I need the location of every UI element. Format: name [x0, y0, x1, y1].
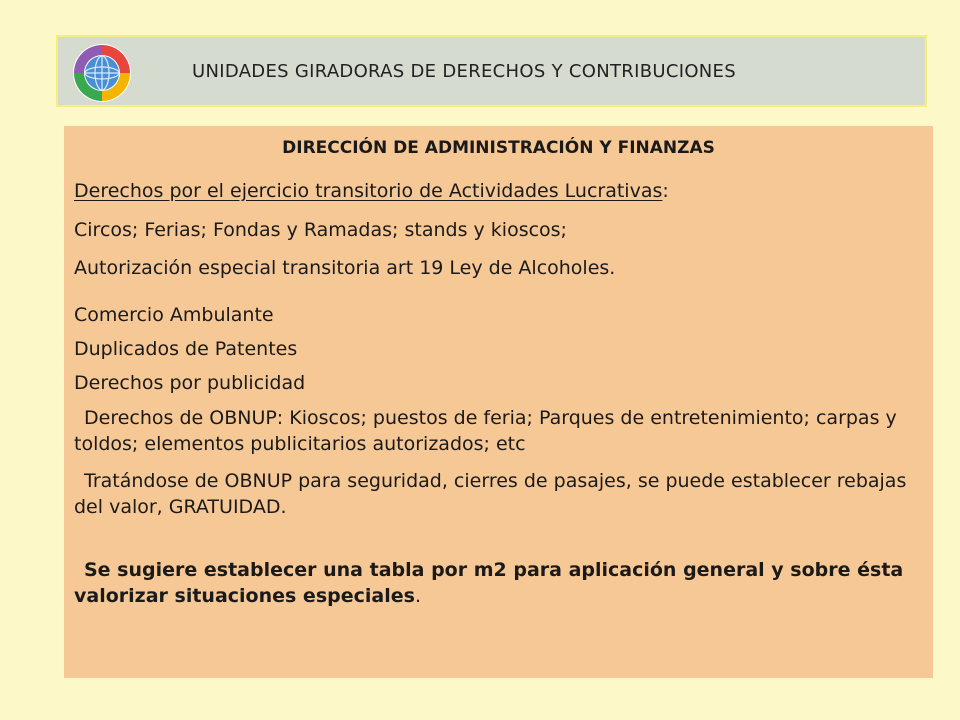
heading-suffix: : — [662, 180, 669, 202]
para-obnup: Derechos de OBNUP: Kioscos; puestos de feria; Parques de entretenimiento; carpas y toldos; elementos publicitarios autorizados; etc — [74, 407, 897, 455]
section-title: DIRECCIÓN DE ADMINISTRACIÓN Y FINANZAS — [282, 138, 715, 158]
line-autorizacion: Autorización especial transitoria art 19 Ley de Alcoholes. — [74, 257, 616, 279]
globe-hands-logo-icon — [72, 43, 132, 103]
heading-line — [74, 178, 669, 204]
line-publicidad: Derechos por publicidad — [74, 372, 306, 394]
line-duplicados: Duplicados de Patentes — [74, 338, 298, 360]
heading-underlined-text: Derechos por el ejercicio transitorio de Actividades Lucrativas — [74, 180, 663, 202]
content-panel — [64, 126, 933, 678]
line-circos: Circos; Ferias; Fondas y Ramadas; stands y kioscos; — [74, 219, 567, 241]
line-comercio: Comercio Ambulante — [74, 304, 274, 326]
para-seguridad: Tratándose de OBNUP para seguridad, cierres de pasajes, se puede establecer rebajas del valor, GRATUIDAD. — [74, 470, 907, 518]
para-sugiere-text: Se sugiere establecer una tabla por m2 para aplicación general y sobre ésta valorizar situaciones especiales — [74, 559, 904, 607]
para-sugiere-end: . — [414, 585, 421, 607]
header-title: UNIDADES GIRADORAS DE DERECHOS Y CONTRIBUCIONES — [192, 61, 736, 82]
header-bar — [56, 35, 927, 107]
para-sugiere — [74, 557, 924, 609]
